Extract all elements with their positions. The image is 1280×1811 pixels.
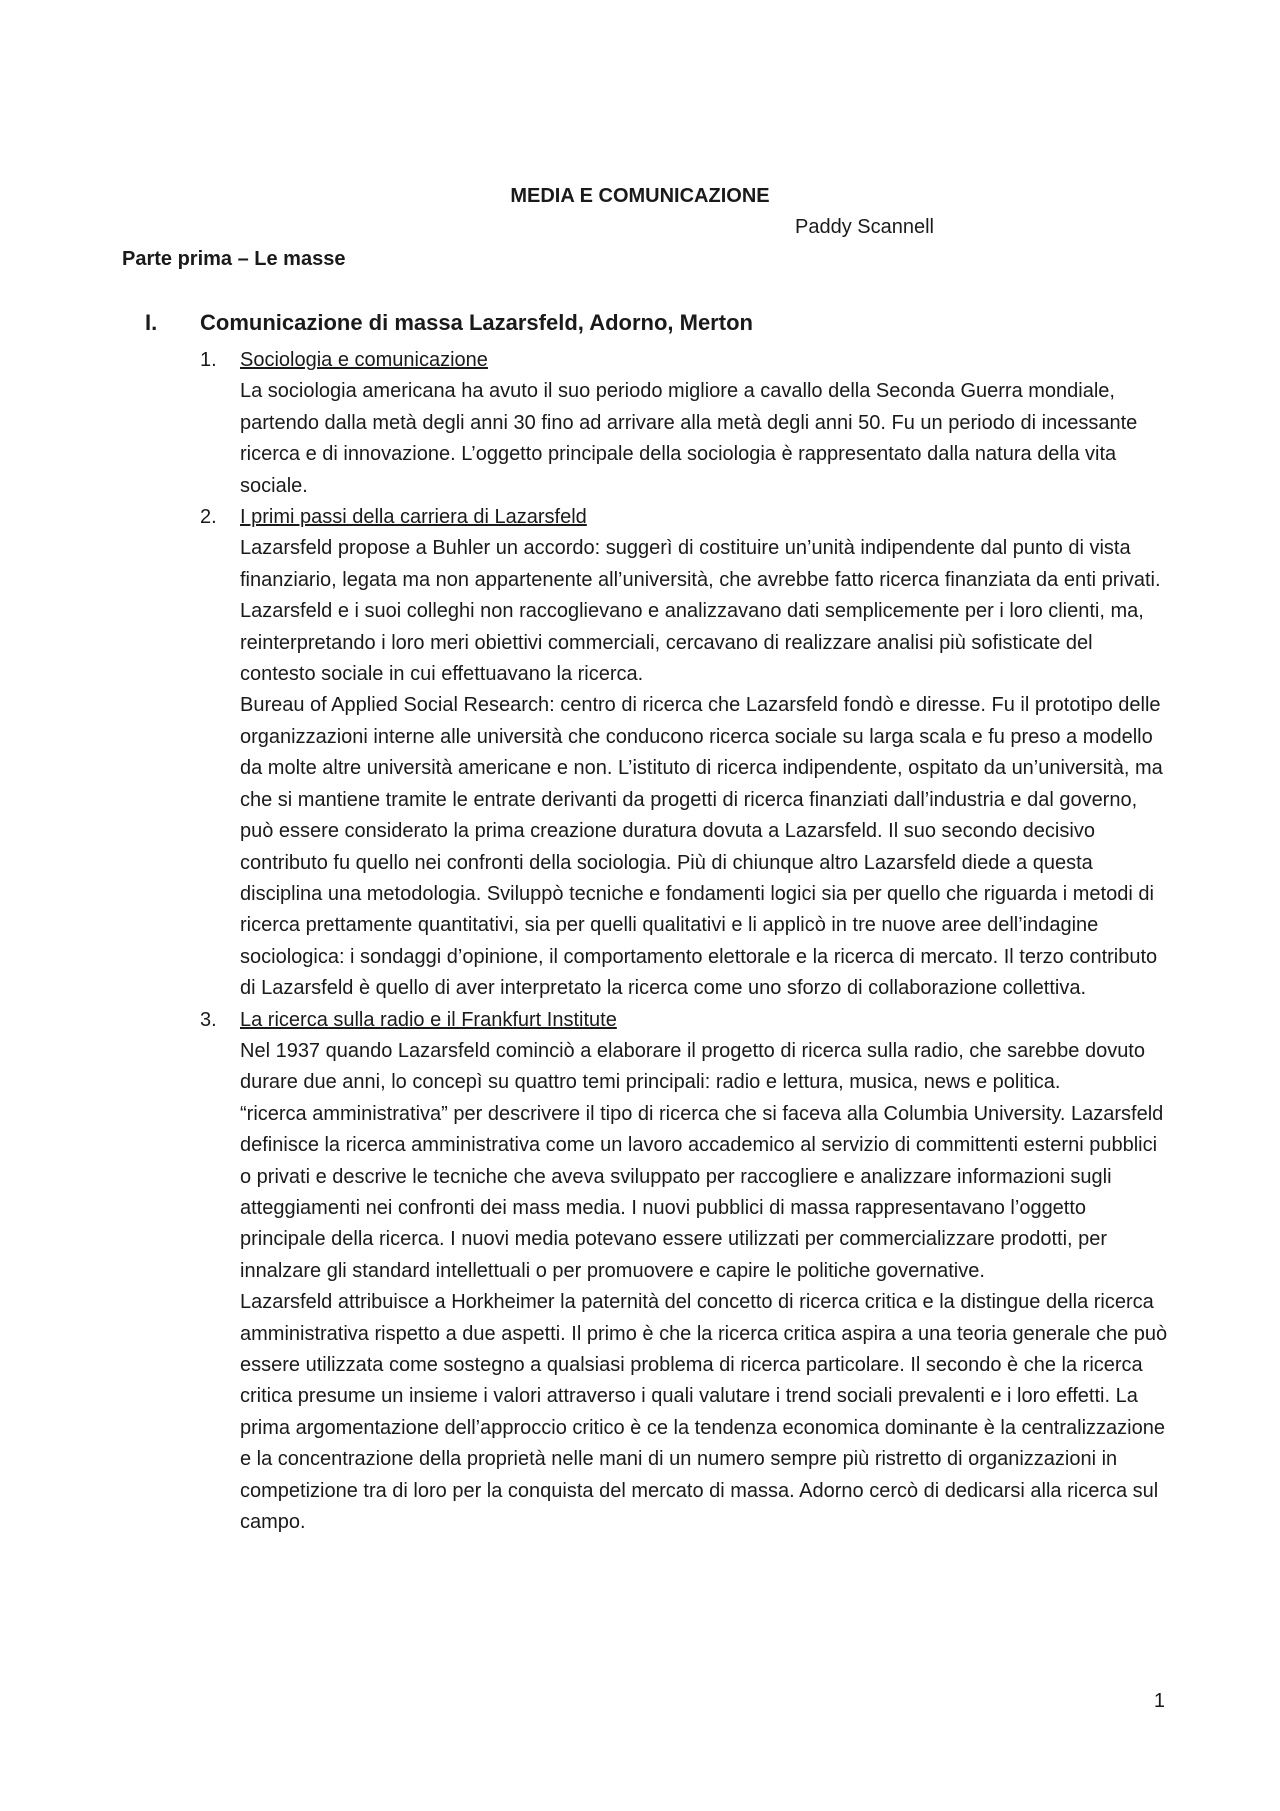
section-title: Sociologia e comunicazione (240, 349, 488, 371)
paragraph: Bureau of Applied Social Research: centro di ricerca che Lazarsfeld fondò e diresse. Fu il prototipo delle organizzazioni interne alle università che conducono ricerca sociale su larga scala e fu preso a modello da molte altre università americane e non. L’istituto di ricerca indipendente, ospitato da un’università, ma che si mantiene tramite le entrate derivanti da progetti di ricerca finanziati dall’industria e dal governo, può essere considerato la prima creazione duratura dovuta a Lazarsfeld. Il suo secondo decisivo contributo fu quello nei confronti della sociologia. Più di chiunque altro Lazarsfeld diede a questa disciplina una metodologia. Sviluppò tecniche e fondamenti logici sia per quello che riguarda i metodi di ricerca prettamente quantitativi, sia per quelli qualitativi e li applicò in tre nuove aree dell’indagine sociologica: i sondaggi d’opinione, il comportamento elettorale e la ricerca di mercato. Il terzo contributo di Lazarsfeld è quello di aver interpretato la ricerca come uno sforzo di collaborazione collettiva. (240, 694, 1163, 1000)
paragraph: Lazarsfeld propose a Buhler un accordo: suggerì di costituire un’unità indipendente dal punto di vista finanziario, legata ma non appartenente all’università, che avrebbe fatto ricerca finanziata da enti privati. Lazarsfeld e i suoi colleghi non raccoglievano e analizzavano dati semplicemente per i loro clienti, ma, reinterpretando i loro meri obiettivi commerciali, cercavano di realizzare analisi più sofisticate del contesto sociale in cui effettuavano la ricerca. (240, 537, 1161, 686)
chapter-number: I. (145, 310, 158, 335)
page-number: 1 (1153, 1690, 1165, 1712)
section-title: La ricerca sulla radio e il Frankfurt Institute (240, 1008, 617, 1031)
paragraph: “ricerca amministrativa” per descrivere il tipo di ricerca che si faceva alla Columbia University. Lazarsfeld definisce la ricerca amministrativa come un lavoro accademico al servizio di committenti esterni pubblici o privati e descrive le tecniche che aveva sviluppato per raccogliere e analizzare informazioni sugli atteggiamenti nei confronti dei mass media. I nuovi pubblici di massa rappresentavano l’oggetto principale della ricerca. I nuovi media potevano essere utilizzati per commercializzare prodotti, per innalzare gli standard intellettuali o per promuovere e capire le politiche governative. (240, 1102, 1164, 1282)
paragraph: Nel 1937 quando Lazarsfeld cominciò a elaborare il progetto di ricerca sulla radio, che sarebbe dovuto durare due anni, lo concepì su quattro temi principali: radio e lettura, musica, news e politica. (240, 1039, 1145, 1094)
document-title: MEDIA E COMUNICAZIONE (510, 185, 770, 207)
section-item (200, 345, 1170, 502)
part-title: Parte prima – Le masse (122, 248, 346, 270)
chapter-title: Comunicazione di massa Lazarsfeld, Adorno, Merton (200, 310, 753, 335)
section-list (200, 345, 1170, 1538)
chapter-heading (145, 310, 753, 336)
section-number: 3. (200, 1008, 217, 1031)
section-number: 2. (200, 506, 217, 529)
paragraph: La sociologia americana ha avuto il suo periodo migliore a cavallo della Seconda Guerra mondiale, partendo dalla metà degli anni 30 fino ad arrivare alla metà degli anni 50. Fu un periodo di incessante ricerca e di innovazione. L’oggetto principale della sociologia è rappresentato dalla natura della vita sociale. (240, 380, 1138, 497)
author-name: Paddy Scannell (795, 216, 934, 238)
section-item (200, 502, 1170, 1005)
section-number: 1. (200, 349, 217, 371)
section-title: I primi passi della carriera di Lazarsfeld (240, 506, 587, 529)
paragraph: Lazarsfeld attribuisce a Horkheimer la paternità del concetto di ricerca critica e la distingue della ricerca amministrativa rispetto a due aspetti. Il primo è che la ricerca critica aspira a una teoria generale che può essere utilizzata come sostegno a qualsiasi problema di ricerca particolare. Il secondo è che la ricerca critica presume un insieme i valori attraverso i quali valutare i trend sociali prevalenti e i loro effetti. La prima argomentazione dell’approccio critico è ce la tendenza economica dominante è la centralizzazione e la concentrazione della proprietà nelle mani di un numero sempre più ristretto di organizzazioni in competizione tra di loro per la conquista del mercato di massa. Adorno cercò di dedicarsi alla ricerca sul campo. (240, 1291, 1168, 1534)
section-item (200, 1005, 1170, 1539)
